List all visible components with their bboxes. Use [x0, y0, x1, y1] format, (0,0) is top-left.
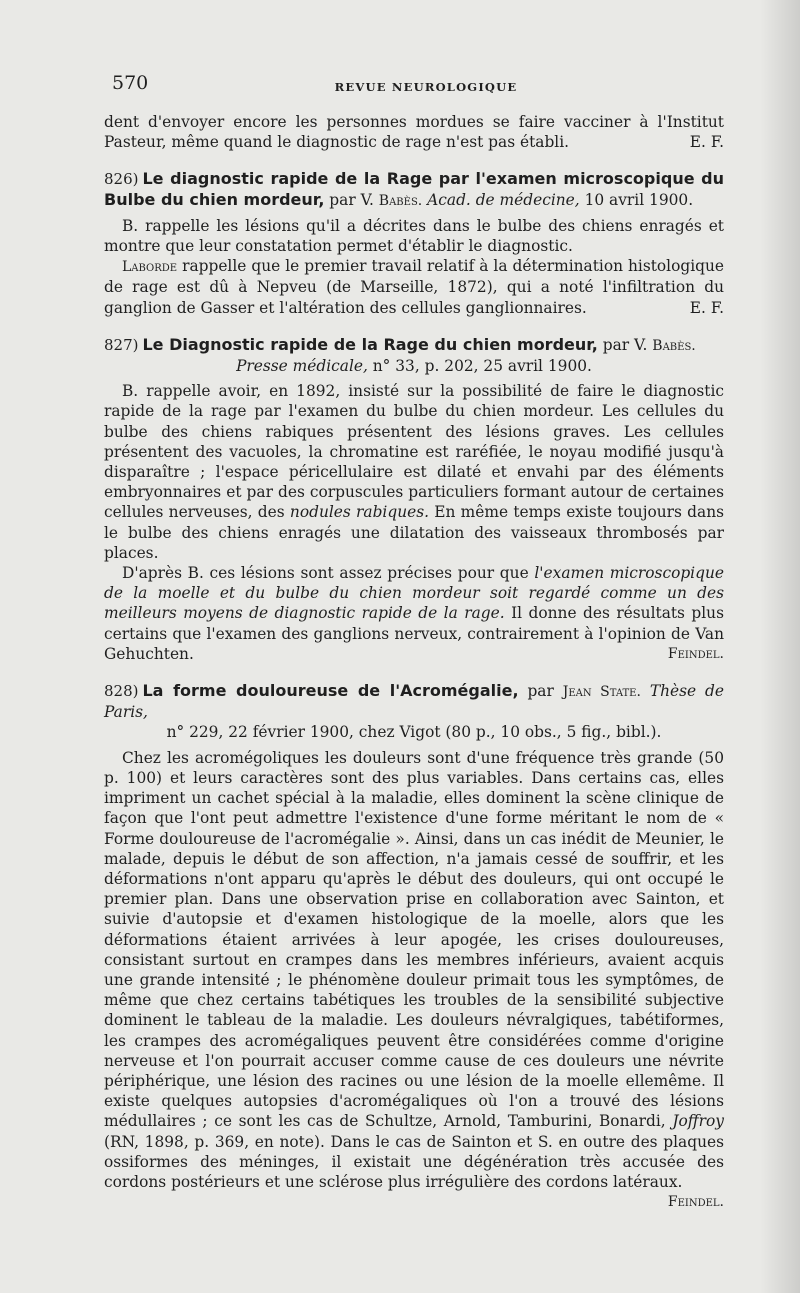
article-826-title: Le diagnostic rapide de la Rage par l'examen microscopique du Bulbe du chien mordeur, — [104, 169, 724, 209]
article-827-text-a: B. rappelle avoir, en 1892, insisté sur la possibilité de faire le diagnostic rapide de la rage par l'examen du bulbe du chien mordeur. Les cellules du bulbe des chiens rabiques présentent des lésions graves. Les cellules présentent des vacuoles, la chromatine est raréfiée, le noyau modifié jusqu'à disparaître ; l'espace péricellulaire est dilaté et envahi par des éléments embryonnaires et par des corpuscules particuliers formant autour de certaines cellules nerveuses, des — [104, 382, 724, 522]
article-827-text-d: Il donne des résultats plus certains que l'examen des ganglions nerveux, contrairement à l'opinion de Van Gehuchten. — [104, 604, 724, 663]
article-826-number: 826) — [104, 170, 139, 189]
article-827-heading — [104, 335, 724, 376]
page-header — [112, 70, 740, 100]
intro-text: dent d'envoyer encore les personnes mordues se faire vacciner à l'Institut Pasteur, même quand le diagnostic de rage n'est pas établi. — [104, 113, 724, 152]
article-826-author: Babès. — [378, 192, 423, 209]
article-828-source: Thèse de Paris, — [104, 682, 724, 722]
article-827-title: Le Diagnostic rapide de la Rage du chien mordeur, — [142, 334, 598, 354]
article-828-details: n° 229, 22 février 1900, chez Vigot (80 p., 10 obs., 5 fig., bibl.). — [166, 723, 662, 742]
article-828-paragraph-1 — [104, 748, 724, 1211]
intro-signature: E. F. — [689, 133, 724, 152]
article-826-paragraph-1: B. rappelle les lésions qu'il a décrites dans le bulbe des chiens enragés et montre que leur constatation permet d'établir le diagnostic. — [104, 216, 724, 256]
page-body — [104, 112, 724, 1212]
article-828-author: Jean State. — [562, 684, 641, 701]
article-826-signature: E. F. — [689, 298, 724, 317]
article-828-emphasis: Joffroy — [672, 1112, 724, 1131]
article-827-source: Presse médicale, — [236, 357, 368, 376]
article-826-source: Acad. de médecine, — [422, 190, 580, 209]
article-828-title: La forme douloureuse de l'Acromégalie, — [142, 681, 519, 701]
article-827-details: n° 33, p. 202, 25 avril 1900. — [367, 357, 592, 376]
article-828-number: 828) — [104, 682, 139, 701]
article-827-text-c: D'après B. ces lésions sont assez précises pour que — [122, 564, 535, 583]
article-828-heading — [104, 681, 724, 743]
article-828-by: par — [518, 682, 563, 701]
running-title: REVUE NEUROLOGIQUE — [334, 80, 518, 94]
article-828-text-a: Chez les acromégoliques les douleurs sont d'une fréquence très grande (50 p. 100) et leurs caractères sont des plus variables. Dans certains cas, elles impriment un cachet spécial à la maladie, elles dominent la scène clinique de façon que l'ont peut admettre l'existence d'une forme méritant le nom de « Forme douloureuse de l'acromégalie ». Ainsi, dans un cas inédit de Meunier, le malade, depuis le début de son affection, n'a jamais cessé de souffrir, et les déformations n'ont apparu qu'après le début des douleurs, qui ont occupé le premier plan. Dans une observation prise en collaboration avec Sainton, et suivie d'autopsie et d'examen histologique de la moelle, alors que les déformations étaient arrivées à leur apogée, les crises douloureuses, consistant surtout en crampes dans les membres inférieurs, avaient acquis une grande intensité ; le phénomène douleur primait tous les symptômes, de même que chez certains tabétiques les troubles de la sensibilité subjective dominent le tableau de la maladie. Les douleurs névralgiques, tabétiformes, les crampes des acromégaliques peuvent être considérées comme d'origine nerveuse et l'on pourrait accuser comme cause de ces douleurs une névrite périphérique, une lésion des racines ou une lésion de la moelle ellemême. Il existe quelques autopsies d'acromégaliques où l'on a trouvé des lésions médullaires ; ce sont les cas de Schultze, Arnold, Tamburini, Bonardi, — [104, 748, 724, 1131]
article-827-emphasis-1: nodules rabiques. — [289, 503, 430, 522]
article-827-paragraph-1 — [104, 381, 724, 563]
article-827-text-b: En même temps existe toujours dans le bulbe des chiens enragés une dilatation des vaisseaux thrombosés par places. — [104, 503, 725, 562]
article-827-signature: Feindel. — [667, 645, 724, 662]
article-826-heading — [104, 169, 724, 210]
article-828-text-b: (RN, 1898, p. 369, en note). Dans le cas de Sainton et S. en outre des plaques ossiformes des méninges, il existait une dégénération très accusée des cordons postérieurs et une sclérose plus irrégulière des cordons latéraux. — [104, 1132, 724, 1191]
article-826-paragraph-2 — [104, 256, 724, 318]
article-826-by: par V. — [324, 190, 379, 209]
article-826-text: rappelle que le premier travail relatif à la détermination histologique de rage est dû à Nepveu (de Marseille, 1872), qui a noté l'infiltration du ganglion de Gasser et l'altération des cellules ganglionnaires. — [104, 257, 724, 317]
article-827-citation — [104, 356, 724, 376]
article-827-author: Babès. — [652, 337, 696, 354]
article-826-date: 10 avril 1900. — [579, 190, 694, 209]
intro-paragraph — [104, 112, 724, 152]
page-number: 570 — [112, 72, 149, 94]
article-827-number: 827) — [104, 335, 139, 354]
article-826-name: Laborde — [122, 259, 178, 276]
article-828-signature: Feindel. — [667, 1194, 724, 1211]
article-827-by: par V. — [597, 335, 653, 354]
article-827-emphasis-2: l'examen microscopique de la moelle et du bulbe du chien mordeur soit regardé comme un des meilleurs moyens de diagnostic rapide de la rage. — [104, 564, 724, 623]
article-827-paragraph-2 — [104, 563, 724, 664]
